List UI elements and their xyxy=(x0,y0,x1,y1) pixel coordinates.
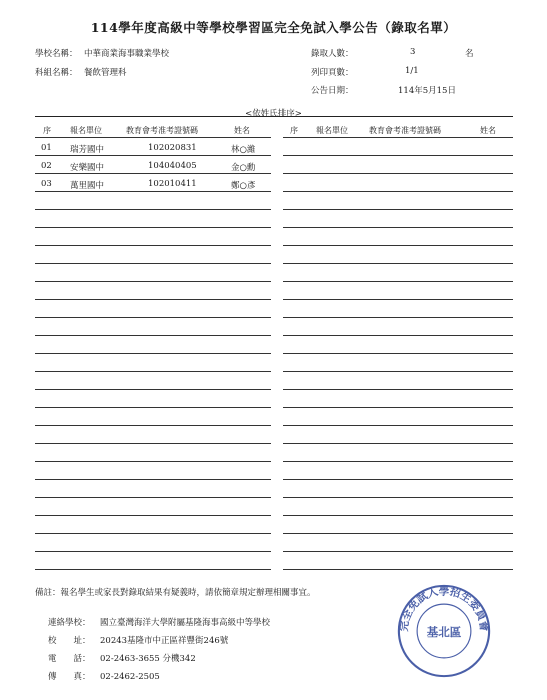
row-line-left xyxy=(35,443,271,444)
row-3-seq: 03 xyxy=(41,179,52,189)
row-line-right xyxy=(283,245,513,246)
row-line-left xyxy=(35,209,271,210)
sort-note: <依姓氏排序> xyxy=(245,109,302,119)
row-line-left xyxy=(35,533,271,534)
row-1-seq: 01 xyxy=(41,143,52,153)
svg-text:完全免試入學招生委員會: 完全免試入學招生委員會 xyxy=(398,585,490,633)
row-line-left xyxy=(35,245,271,246)
date-label: 公告日期： xyxy=(311,86,354,96)
contact-phone xyxy=(48,652,196,664)
header-unit-right: 報名單位 xyxy=(316,126,348,135)
row-line-right xyxy=(283,155,513,156)
header-unit-left: 報名單位 xyxy=(70,126,102,135)
row-line-right xyxy=(283,191,513,192)
row-line-left xyxy=(35,461,271,462)
row-line-right xyxy=(283,317,513,318)
dept-label: 科組名稱： xyxy=(35,68,78,78)
row-line-right xyxy=(283,173,513,174)
contact-address-value: 20243基隆市中正區祥豐街246號 xyxy=(100,636,229,646)
row-line-left xyxy=(35,551,271,552)
row-line-left xyxy=(35,389,271,390)
date-value: 114年5月15日 xyxy=(398,86,456,96)
contact-school-label: 連絡學校： xyxy=(48,618,91,628)
contact-address xyxy=(48,634,228,646)
row-line-left xyxy=(35,353,271,354)
row-line-left xyxy=(35,407,271,408)
row-line-left xyxy=(35,317,271,318)
row-line-left xyxy=(35,263,271,264)
row-line-right xyxy=(283,227,513,228)
row-1-unit: 瑞芳國中 xyxy=(70,145,105,155)
page-title: 114學年度高級中等學校學習區完全免試入學公告（錄取名單） xyxy=(90,20,457,35)
row-3-name: 鄭○彥 xyxy=(231,181,256,191)
header-exam-right: 教育會考准考證號碼 xyxy=(369,126,441,135)
row-line-right xyxy=(283,443,513,444)
row-line-right xyxy=(283,407,513,408)
row-line-left xyxy=(35,497,271,498)
contact-fax-label: 傳 真： xyxy=(48,672,91,682)
remark-note: 備註：報名學生或家長對錄取結果有疑義時，請依簡章規定辦理相關事宜。 xyxy=(35,588,316,598)
row-line-left xyxy=(35,281,271,282)
row-2-name: 金○勳 xyxy=(231,163,256,173)
row-line-right xyxy=(283,461,513,462)
header-exam-left: 教育會考准考證號碼 xyxy=(126,126,198,135)
header-seq-left: 序 xyxy=(43,126,51,135)
row-2-seq: 02 xyxy=(41,161,52,171)
admit-count-value: 3 xyxy=(410,47,416,57)
dept-value: 餐飲管理科 xyxy=(84,68,127,78)
contact-school-value: 國立臺灣海洋大學附屬基隆海事高級中等學校 xyxy=(100,618,271,628)
admit-count-unit: 名 xyxy=(465,49,474,59)
row-line-right xyxy=(283,281,513,282)
row-line-left xyxy=(35,335,271,336)
contact-fax-value: 02-2462-2505 xyxy=(100,672,160,682)
row-line-right xyxy=(283,533,513,534)
row-line-left xyxy=(35,569,271,570)
row-line-right xyxy=(283,209,513,210)
svg-text:基北區: 基北區 xyxy=(426,624,462,639)
row-line-left xyxy=(35,371,271,372)
row-line-right xyxy=(283,515,513,516)
pages-label: 列印頁數： xyxy=(311,68,354,78)
row-line-left xyxy=(35,479,271,480)
official-seal-stamp xyxy=(396,583,492,679)
contact-fax xyxy=(48,670,160,682)
row-line-right xyxy=(283,335,513,336)
row-line-right xyxy=(283,371,513,372)
row-2-exam: 104040405 xyxy=(148,161,197,171)
row-line-right xyxy=(283,389,513,390)
header-rule-right xyxy=(283,137,513,138)
row-line-right xyxy=(283,263,513,264)
table-top-rule xyxy=(35,116,513,117)
row-line-right xyxy=(283,425,513,426)
row-line-right xyxy=(283,299,513,300)
contact-address-label: 校 址： xyxy=(48,636,91,646)
school-label: 學校名稱： xyxy=(35,49,78,59)
admit-count-label: 錄取人數： xyxy=(311,49,354,59)
header-rule-left xyxy=(35,137,271,138)
row-line-right xyxy=(283,551,513,552)
row-line-right xyxy=(283,353,513,354)
header-name-right: 姓名 xyxy=(480,126,496,135)
row-2-unit: 安樂國中 xyxy=(70,163,105,173)
row-line-right xyxy=(283,479,513,480)
row-line-left xyxy=(35,425,271,426)
row-line-left xyxy=(35,227,271,228)
header-name-left: 姓名 xyxy=(234,126,250,135)
contact-phone-label: 電 話： xyxy=(48,654,91,664)
contact-phone-value: 02-2463-3655 分機342 xyxy=(100,654,196,664)
row-3-exam: 102010411 xyxy=(148,179,197,189)
row-1-exam: 102020831 xyxy=(148,143,197,153)
pages-value: 1/1 xyxy=(405,66,419,76)
row-line-left xyxy=(35,173,271,174)
row-line-left xyxy=(35,155,271,156)
row-line-left xyxy=(35,515,271,516)
row-1-name: 林○濰 xyxy=(231,145,256,155)
row-line-left xyxy=(35,191,271,192)
row-line-right xyxy=(283,497,513,498)
school-value: 中華商業海事職業學校 xyxy=(84,49,170,59)
row-line-right xyxy=(283,569,513,570)
contact-school xyxy=(48,616,270,628)
row-3-unit: 萬里國中 xyxy=(70,181,105,191)
row-line-left xyxy=(35,299,271,300)
header-seq-right: 序 xyxy=(290,126,298,135)
